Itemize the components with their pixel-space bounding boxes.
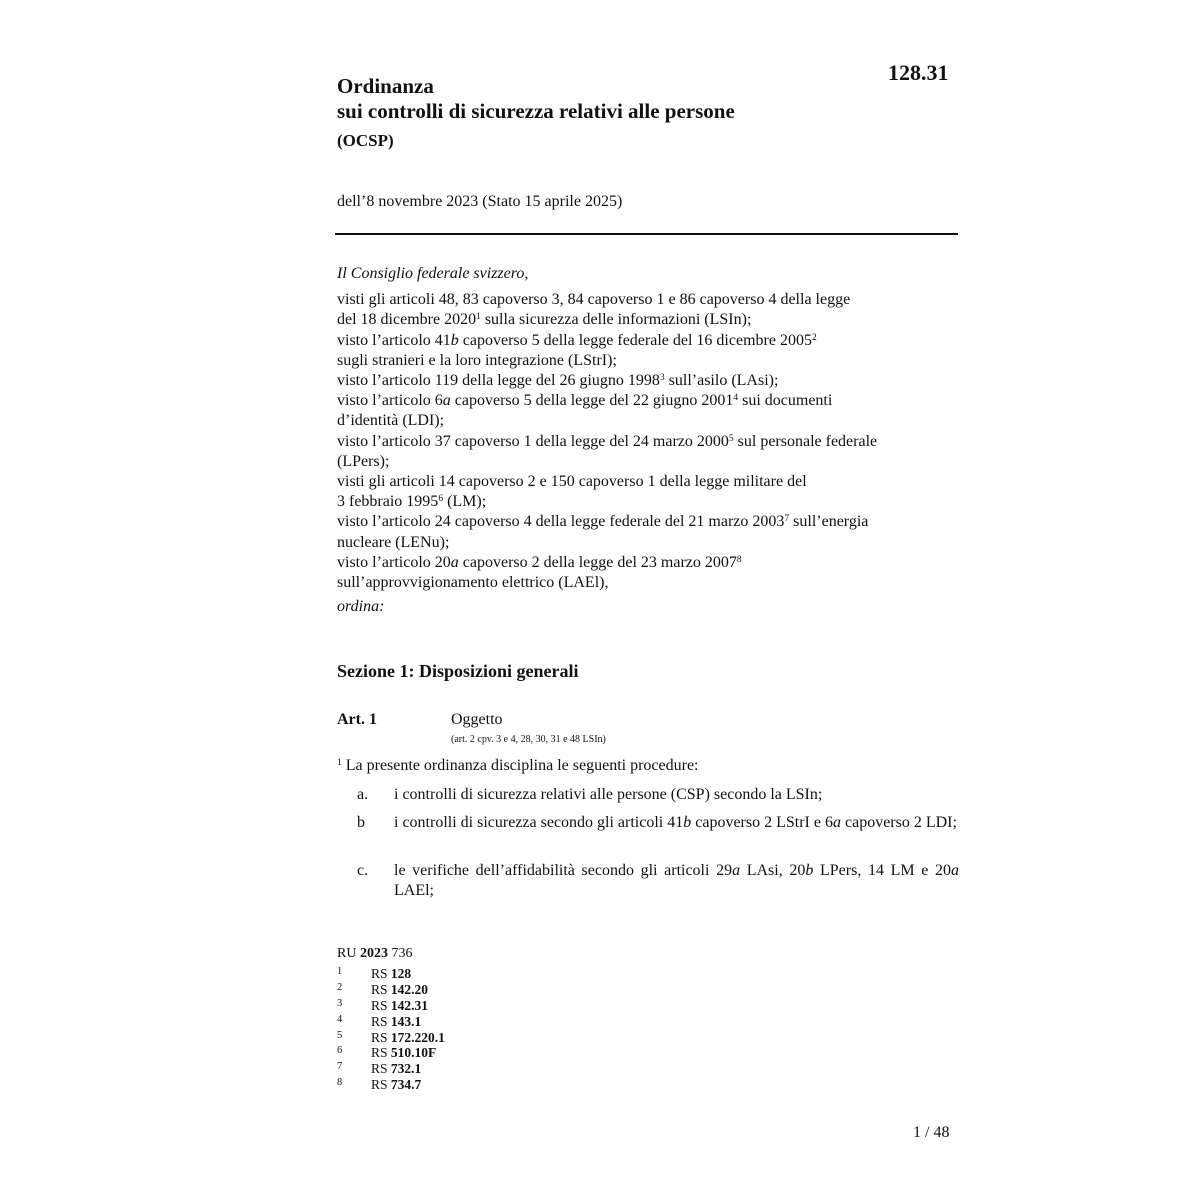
- footnote-ref[interactable]: 6: [438, 494, 444, 505]
- list-item: [357, 813, 962, 853]
- footnote-rs: 128: [390, 966, 412, 981]
- preamble-line: visto l’articolo 41b capoverso 5 della legge federale del 16 dicembre 2005$^2$: [337, 331, 817, 349]
- footnote-rs: 732.1: [390, 1061, 422, 1077]
- list-item-text: le verifiche dell’affidabilità secondo gli articoli 29a LAsi, 20b LPers, 14 LM e 20a LAEl;: [394, 862, 960, 899]
- footnote-rs: 142.31: [390, 997, 429, 1013]
- preamble-line: del 18 dicembre 2020$^1$ sulla sicurezza delle informazioni (LSIn);: [337, 311, 752, 329]
- preamble-line: visto l’articolo 24 capoverso 4 della legge federale del 21 marzo 2003$^7$ sull’energia: [337, 513, 869, 531]
- preamble-line: d’identità (LDI);: [337, 412, 445, 430]
- footnote-ref[interactable]: 2: [811, 332, 817, 343]
- footnote-number: 7: [337, 1061, 343, 1073]
- list-item: [357, 785, 962, 805]
- preamble-line: visto l’articolo 6a capoverso 5 della legge del 22 giugno 2001$^4$ sui documenti: [337, 392, 833, 410]
- footnote-rs: 143.1: [390, 1013, 422, 1029]
- footnote-ref[interactable]: 1: [476, 312, 481, 323]
- title-line-1: Ordinanza: [337, 74, 434, 98]
- list-item-letter: a.: [357, 786, 369, 803]
- article-paragraph: $^1$ La presente ordinanza disciplina le seguenti procedure:: [337, 757, 699, 774]
- preamble-line: visto l’articolo 20a capoverso 2 della legge del 23 marzo 2007$^8$: [337, 553, 742, 571]
- document-title: [337, 74, 957, 158]
- page-number: 1 / 48: [913, 1124, 950, 1141]
- title-abbreviation: (OCSP): [337, 131, 394, 150]
- preamble-closing: ordina:: [337, 598, 385, 616]
- footnote-rs: 734.7: [390, 1077, 422, 1093]
- footnote-ref[interactable]: 7: [784, 514, 790, 525]
- preamble-intro: Il Consiglio federale svizzero,: [337, 265, 529, 282]
- footnote-rs: 510.10F: [390, 1045, 437, 1061]
- footnote-number: 6: [337, 1045, 343, 1057]
- title-divider: [335, 233, 958, 235]
- footnote-number: 5: [337, 1029, 343, 1041]
- preamble-line: 3 febbraio 1995$^6$ (LM);: [337, 493, 487, 511]
- footnote-number: 8: [337, 1077, 343, 1089]
- preamble-line: visto l’articolo 119 della legge del 26 giugno 1998$^3$ sull’asilo (LAsi);: [337, 372, 779, 390]
- preamble-line: visti gli articoli 48, 83 capoverso 3, 84 capoverso 1 e 86 capoverso 4 della legge: [337, 291, 851, 309]
- title-line-2: sui controlli di sicurezza relativi alle persone: [337, 99, 735, 123]
- footnote-rs: 172.220.1: [390, 1029, 445, 1045]
- list-item-text: i controlli di sicurezza secondo gli articoli 41b capoverso 2 LStrI e 6a capoverso 2 LDI;: [394, 814, 957, 831]
- preamble: [337, 264, 962, 617]
- article-label: Art. 1: [337, 711, 377, 728]
- preamble-line: (LPers);: [337, 452, 390, 470]
- preamble-line: sugli stranieri e la loro integrazione (LStrI);: [337, 351, 617, 369]
- article-title: Oggetto: [451, 711, 503, 728]
- preamble-line: nucleare (LENu);: [337, 533, 450, 551]
- section-heading: Sezione 1: Disposizioni generali: [337, 661, 579, 681]
- article-reference: (art. 2 cpv. 3 e 4, 28, 30, 31 e 48 LSIn): [451, 734, 606, 745]
- preamble-line: visti gli articoli 14 capoverso 2 e 150 capoverso 1 della legge militare del: [337, 473, 807, 491]
- footnote-ref[interactable]: 4: [733, 393, 739, 404]
- footnote-rs: 142.20: [390, 981, 429, 997]
- list-item-text: i controlli di sicurezza relativi alle persone (CSP) secondo la LSIn;: [394, 786, 823, 803]
- footnote-number: 1: [337, 966, 343, 977]
- preamble-line: visto l’articolo 37 capoverso 1 della legge del 24 marzo 2000$^5$ sul personale federale: [337, 432, 878, 450]
- footnote-number: 2: [337, 981, 343, 993]
- footnote-ref[interactable]: 5: [728, 433, 734, 444]
- paragraph-number: 1: [337, 758, 342, 768]
- list-item-letter: c.: [357, 862, 369, 879]
- list-item: [357, 861, 962, 901]
- document-date: dell’8 novembre 2023 (Stato 15 aprile 2025): [337, 193, 623, 210]
- footnote-number: 4: [337, 1013, 343, 1025]
- list-item-letter: b: [357, 814, 365, 831]
- footnote-number: 3: [337, 997, 343, 1009]
- footnote-ref[interactable]: 8: [736, 554, 742, 565]
- preamble-line: sull’approvvigionamento elettrico (LAEl),: [337, 574, 609, 592]
- footnote-ref[interactable]: 3: [659, 373, 665, 384]
- ru-reference: RU 2023 736: [337, 946, 413, 961]
- sr-number: 128.31: [888, 60, 949, 85]
